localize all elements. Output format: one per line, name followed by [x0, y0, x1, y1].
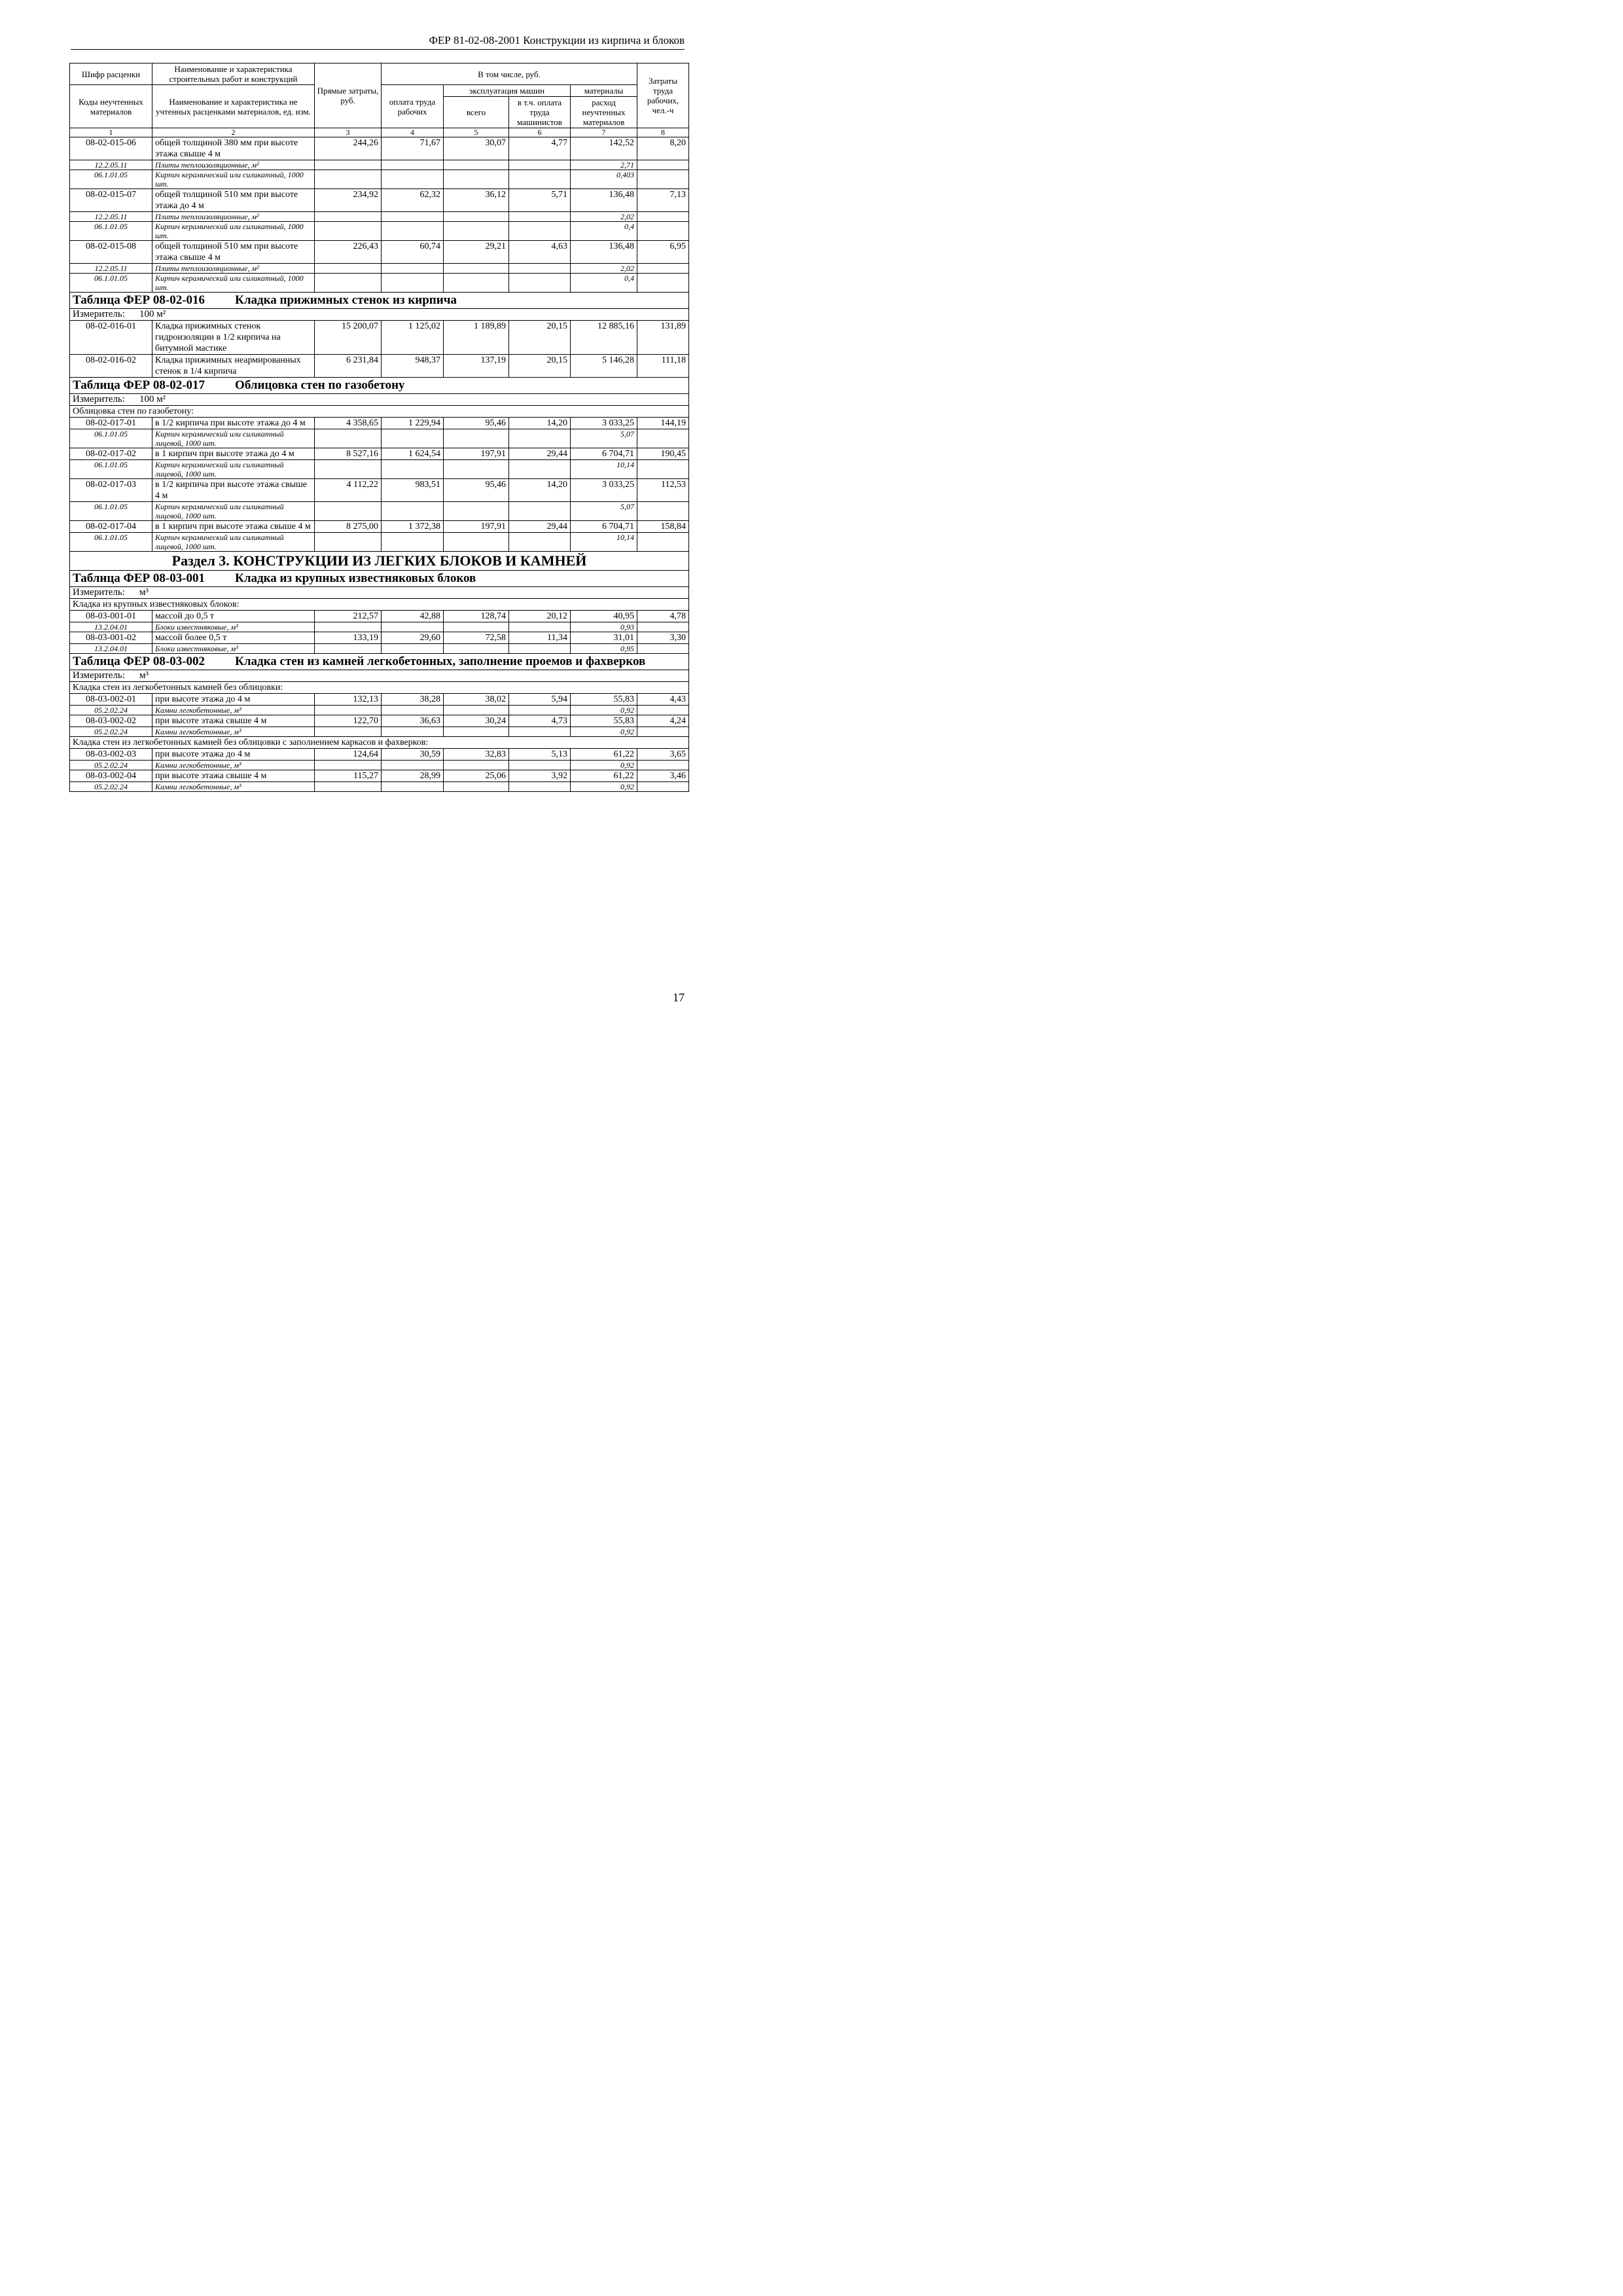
- material-cost: 55,83: [571, 694, 637, 706]
- table-title: Кладка из крупных известняковых блоков: [235, 571, 476, 585]
- material-code: 05.2.02.24: [70, 782, 152, 792]
- table-title-row: [70, 293, 689, 309]
- material-usage: 0,403: [571, 170, 637, 189]
- measure-row: [70, 309, 689, 321]
- col-number: 5: [444, 128, 509, 137]
- material-name: Кирпич керамический или силикатный лицевой, 1000 шт.: [152, 429, 315, 448]
- col-incl-pay: в т.ч. оплата труда машинистов: [509, 97, 571, 128]
- operator-pay: 20,15: [509, 321, 571, 355]
- col-machines: эксплуатация машин: [444, 85, 571, 97]
- price-table: [69, 63, 689, 792]
- material-name: Кирпич керамический или силикатный лицевой, 1000 шт.: [152, 502, 315, 521]
- measure-label: Измеритель:: [73, 309, 125, 319]
- labor-hours: 4,24: [637, 715, 689, 727]
- measure-label: Измеритель:: [73, 587, 125, 598]
- labor-hours: 4,78: [637, 611, 689, 622]
- labor-pay: 948,37: [382, 355, 444, 378]
- col-name2: Наименование и характеристика не учтенных расценками материалов, ед. изм.: [152, 85, 315, 128]
- labor-hours: 111,18: [637, 355, 689, 378]
- material-cost: 3 033,25: [571, 418, 637, 429]
- machine-cost: 95,46: [444, 418, 509, 429]
- rate-code: 08-02-015-07: [70, 189, 152, 212]
- machine-cost: 30,24: [444, 715, 509, 727]
- material-name: Кирпич керамический или силикатный лицевой, 1000 шт.: [152, 460, 315, 479]
- col-direct: Прямые затраты, руб.: [315, 63, 382, 128]
- direct-cost: 234,92: [315, 189, 382, 212]
- machine-cost: 25,06: [444, 770, 509, 782]
- material-name: Кирпич керамический или силикатный, 1000 шт.: [152, 170, 315, 189]
- direct-cost: 4 112,22: [315, 479, 382, 502]
- material-cost: 136,48: [571, 241, 637, 264]
- work-name: общей толщиной 380 мм при высоте этажа свыше 4 м: [152, 137, 315, 160]
- labor-pay: 1 624,54: [382, 448, 444, 460]
- machine-cost: 137,19: [444, 355, 509, 378]
- operator-pay: 11,34: [509, 632, 571, 644]
- material-code: 05.2.02.24: [70, 706, 152, 715]
- rate-code: 08-02-016-02: [70, 355, 152, 378]
- table-row: [70, 189, 689, 212]
- table-row: [70, 715, 689, 727]
- material-name: Кирпич керамический или силикатный, 1000 шт.: [152, 274, 315, 293]
- work-name: общей толщиной 510 мм при высоте этажа свыше 4 м: [152, 241, 315, 264]
- material-cost: 55,83: [571, 715, 637, 727]
- work-name: при высоте этажа свыше 4 м: [152, 715, 315, 727]
- table-id: Таблица ФЕР 08-02-016: [73, 293, 205, 307]
- material-name: Камни легкобетонные, м³: [152, 782, 315, 792]
- direct-cost: 4 358,65: [315, 418, 382, 429]
- table-row: [70, 521, 689, 533]
- rate-code: 08-03-002-02: [70, 715, 152, 727]
- rate-code: 08-02-015-08: [70, 241, 152, 264]
- group-title: Кладка стен из легкобетонных камней без облицовки с заполнением каркасов и фахверков:: [70, 737, 689, 749]
- labor-pay: 1 372,38: [382, 521, 444, 533]
- labor-pay: 29,60: [382, 632, 444, 644]
- table-title-row: [70, 571, 689, 587]
- group-title: Кладка из крупных известняковых блоков:: [70, 599, 689, 611]
- table-row: [70, 321, 689, 355]
- material-code: 06.1.01.05: [70, 170, 152, 189]
- direct-cost: 226,43: [315, 241, 382, 264]
- machine-cost: 197,91: [444, 521, 509, 533]
- measure-label: Измеритель:: [73, 670, 125, 681]
- work-name: Кладка прижимных неармированных стенок в 1/4 кирпича: [152, 355, 315, 378]
- material-code: 06.1.01.05: [70, 274, 152, 293]
- table-row: [70, 418, 689, 429]
- col-number: 7: [571, 128, 637, 137]
- operator-pay: 14,20: [509, 418, 571, 429]
- operator-pay: 5,71: [509, 189, 571, 212]
- labor-pay: 36,63: [382, 715, 444, 727]
- material-code: 13.2.04.01: [70, 622, 152, 632]
- labor-pay: 983,51: [382, 479, 444, 502]
- operator-pay: 4,63: [509, 241, 571, 264]
- measure-value: 100 м²: [139, 394, 166, 404]
- direct-cost: 6 231,84: [315, 355, 382, 378]
- material-usage: 0,92: [571, 761, 637, 770]
- material-code: 06.1.01.05: [70, 502, 152, 521]
- material-cost: 6 704,71: [571, 448, 637, 460]
- section-title: Раздел 3. КОНСТРУКЦИИ ИЗ ЛЕГКИХ БЛОКОВ И КАМНЕЙ: [70, 552, 689, 571]
- material-name: Плиты теплоизоляционные, м²: [152, 264, 315, 274]
- work-name: массой до 0,5 т: [152, 611, 315, 622]
- work-name: в 1 кирпич при высоте этажа свыше 4 м: [152, 521, 315, 533]
- material-code: 12.2.05.11: [70, 160, 152, 170]
- material-usage: 0,4: [571, 274, 637, 293]
- labor-hours: 3,46: [637, 770, 689, 782]
- operator-pay: 4,77: [509, 137, 571, 160]
- measure-value: м³: [139, 670, 149, 681]
- rate-code: 08-03-001-01: [70, 611, 152, 622]
- table-id: Таблица ФЕР 08-02-017: [73, 378, 205, 392]
- material-name: Блоки известняковые, м³: [152, 622, 315, 632]
- material-cost: 61,22: [571, 749, 637, 761]
- labor-pay: 38,28: [382, 694, 444, 706]
- operator-pay: 3,92: [509, 770, 571, 782]
- table-title: Облицовка стен по газобетону: [235, 378, 405, 392]
- group-title: Облицовка стен по газобетону:: [70, 406, 689, 418]
- material-usage: 5,07: [571, 502, 637, 521]
- work-name: Кладка прижимных стенок гидроизоляции в 1/2 кирпича на битумной мастике: [152, 321, 315, 355]
- labor-pay: 42,88: [382, 611, 444, 622]
- work-name: в 1 кирпич при высоте этажа до 4 м: [152, 448, 315, 460]
- col-incl: В том числе, руб.: [382, 63, 637, 85]
- rate-code: 08-02-016-01: [70, 321, 152, 355]
- table-title: Кладка стен из камней легкобетонных, заполнение проемов и фахверков: [235, 655, 646, 668]
- rate-code: 08-02-015-06: [70, 137, 152, 160]
- table-row: [70, 632, 689, 644]
- material-usage: 0,92: [571, 727, 637, 737]
- col-total: всего: [444, 97, 509, 128]
- labor-hours: 3,30: [637, 632, 689, 644]
- labor-hours: 190,45: [637, 448, 689, 460]
- material-code: 05.2.02.24: [70, 727, 152, 737]
- material-usage: 0,4: [571, 222, 637, 241]
- material-cost: 12 885,16: [571, 321, 637, 355]
- operator-pay: 14,20: [509, 479, 571, 502]
- machine-cost: 72,58: [444, 632, 509, 644]
- material-name: Плиты теплоизоляционные, м²: [152, 160, 315, 170]
- work-name: в 1/2 кирпича при высоте этажа до 4 м: [152, 418, 315, 429]
- material-usage: 2,02: [571, 212, 637, 222]
- material-cost: 5 146,28: [571, 355, 637, 378]
- material-usage: 2,02: [571, 264, 637, 274]
- col-number: 1: [70, 128, 152, 137]
- table-row: [70, 770, 689, 782]
- measure-value: 100 м²: [139, 309, 166, 319]
- table-title-row: [70, 378, 689, 394]
- operator-pay: 29,44: [509, 448, 571, 460]
- material-cost: 40,95: [571, 611, 637, 622]
- table-row: [70, 137, 689, 160]
- direct-cost: 132,13: [315, 694, 382, 706]
- col-materials: материалы: [571, 85, 637, 97]
- material-name: Камни легкобетонные, м³: [152, 761, 315, 770]
- page-number: 17: [673, 991, 685, 1004]
- labor-pay: 1 229,94: [382, 418, 444, 429]
- operator-pay: 5,13: [509, 749, 571, 761]
- material-usage: 10,14: [571, 533, 637, 552]
- machine-cost: 38,02: [444, 694, 509, 706]
- direct-cost: 133,19: [315, 632, 382, 644]
- material-code: 06.1.01.05: [70, 429, 152, 448]
- table-row: [70, 611, 689, 622]
- labor-pay: 1 125,02: [382, 321, 444, 355]
- rate-code: 08-02-017-01: [70, 418, 152, 429]
- rate-code: 08-03-002-03: [70, 749, 152, 761]
- col-number: 3: [315, 128, 382, 137]
- operator-pay: 29,44: [509, 521, 571, 533]
- operator-pay: 4,73: [509, 715, 571, 727]
- machine-cost: 32,83: [444, 749, 509, 761]
- labor-hours: 8,20: [637, 137, 689, 160]
- material-usage: 2,71: [571, 160, 637, 170]
- labor-hours: 131,89: [637, 321, 689, 355]
- material-cost: 142,52: [571, 137, 637, 160]
- work-name: общей толщиной 510 мм при высоте этажа до 4 м: [152, 189, 315, 212]
- col-number: 8: [637, 128, 689, 137]
- material-name: Камни легкобетонные, м³: [152, 706, 315, 715]
- material-usage: 0,92: [571, 782, 637, 792]
- rate-code: 08-03-002-01: [70, 694, 152, 706]
- operator-pay: 20,15: [509, 355, 571, 378]
- table-row: [70, 479, 689, 502]
- material-name: Плиты теплоизоляционные, м²: [152, 212, 315, 222]
- material-cost: 136,48: [571, 189, 637, 212]
- material-code: 06.1.01.05: [70, 460, 152, 479]
- operator-pay: 20,12: [509, 611, 571, 622]
- rate-code: 08-03-001-02: [70, 632, 152, 644]
- material-name: Камни легкобетонные, м³: [152, 727, 315, 737]
- labor-pay: 60,74: [382, 241, 444, 264]
- material-usage: 10,14: [571, 460, 637, 479]
- material-name: Кирпич керамический или силикатный лицевой, 1000 шт.: [152, 533, 315, 552]
- work-name: в 1/2 кирпича при высоте этажа свыше 4 м: [152, 479, 315, 502]
- table-row: [70, 749, 689, 761]
- table-id: Таблица ФЕР 08-03-002: [73, 655, 205, 668]
- measure-value: м³: [139, 587, 149, 598]
- material-cost: 3 033,25: [571, 479, 637, 502]
- work-name: массой более 0,5 т: [152, 632, 315, 644]
- material-code: 05.2.02.24: [70, 761, 152, 770]
- material-code: 12.2.05.11: [70, 264, 152, 274]
- labor-pay: 62,32: [382, 189, 444, 212]
- measure-row: [70, 670, 689, 682]
- labor-hours: 144,19: [637, 418, 689, 429]
- machine-cost: 197,91: [444, 448, 509, 460]
- work-name: при высоте этажа свыше 4 м: [152, 770, 315, 782]
- operator-pay: 5,94: [509, 694, 571, 706]
- table-body: [70, 137, 689, 792]
- direct-cost: 8 275,00: [315, 521, 382, 533]
- table-title: Кладка прижимных стенок из кирпича: [235, 293, 457, 307]
- material-name: Кирпич керамический или силикатный, 1000 шт.: [152, 222, 315, 241]
- work-name: при высоте этажа до 4 м: [152, 749, 315, 761]
- table-id: Таблица ФЕР 08-03-001: [73, 571, 205, 585]
- rate-code: 08-02-017-03: [70, 479, 152, 502]
- col-number: 6: [509, 128, 571, 137]
- work-name: при высоте этажа до 4 м: [152, 694, 315, 706]
- material-usage: 0,92: [571, 706, 637, 715]
- material-cost: 31,01: [571, 632, 637, 644]
- labor-hours: 158,84: [637, 521, 689, 533]
- col-name: Наименование и характеристика строительных работ и конструкций: [152, 63, 315, 85]
- material-cost: 6 704,71: [571, 521, 637, 533]
- page-header: ФЕР 81-02-08-2001 Конструкции из кирпича и блоков: [71, 34, 685, 50]
- material-code: 13.2.04.01: [70, 644, 152, 654]
- labor-pay: 71,67: [382, 137, 444, 160]
- direct-cost: 124,64: [315, 749, 382, 761]
- direct-cost: 244,26: [315, 137, 382, 160]
- labor-pay: 30,59: [382, 749, 444, 761]
- machine-cost: 128,74: [444, 611, 509, 622]
- labor-hours: 112,53: [637, 479, 689, 502]
- rate-code: 08-02-017-02: [70, 448, 152, 460]
- col-number: 2: [152, 128, 315, 137]
- direct-cost: 122,70: [315, 715, 382, 727]
- machine-cost: 1 189,89: [444, 321, 509, 355]
- table-row: [70, 355, 689, 378]
- material-usage: 0,95: [571, 644, 637, 654]
- measure-row: [70, 394, 689, 406]
- material-code: 12.2.05.11: [70, 212, 152, 222]
- col-mat-use: расход неучтенных материалов: [571, 97, 637, 128]
- measure-row: [70, 587, 689, 599]
- col-number: 4: [382, 128, 444, 137]
- material-cost: 61,22: [571, 770, 637, 782]
- machine-cost: 30,07: [444, 137, 509, 160]
- col-shifr: Шифр расценки: [70, 63, 152, 85]
- rate-code: 08-02-017-04: [70, 521, 152, 533]
- table-title-row: [70, 654, 689, 670]
- labor-hours: 7,13: [637, 189, 689, 212]
- direct-cost: 115,27: [315, 770, 382, 782]
- col-codes: Коды неучтенных материалов: [70, 85, 152, 128]
- labor-hours: 3,65: [637, 749, 689, 761]
- measure-label: Измеритель:: [73, 394, 125, 404]
- material-code: 06.1.01.05: [70, 222, 152, 241]
- col-labor: Затраты труда рабочих, чел.-ч: [637, 63, 689, 128]
- rate-code: 08-03-002-04: [70, 770, 152, 782]
- labor-hours: 6,95: [637, 241, 689, 264]
- machine-cost: 36,12: [444, 189, 509, 212]
- material-name: Блоки известняковые, м³: [152, 644, 315, 654]
- direct-cost: 15 200,07: [315, 321, 382, 355]
- material-usage: 0,93: [571, 622, 637, 632]
- labor-pay: 28,99: [382, 770, 444, 782]
- labor-hours: 4,43: [637, 694, 689, 706]
- table-row: [70, 448, 689, 460]
- table-row: [70, 694, 689, 706]
- machine-cost: 29,21: [444, 241, 509, 264]
- table-row: [70, 241, 689, 264]
- direct-cost: 8 527,16: [315, 448, 382, 460]
- direct-cost: 212,57: [315, 611, 382, 622]
- machine-cost: 95,46: [444, 479, 509, 502]
- material-code: 06.1.01.05: [70, 533, 152, 552]
- col-pay: оплата труда рабочих: [382, 85, 444, 128]
- material-usage: 5,07: [571, 429, 637, 448]
- group-title: Кладка стен из легкобетонных камней без облицовки:: [70, 682, 689, 694]
